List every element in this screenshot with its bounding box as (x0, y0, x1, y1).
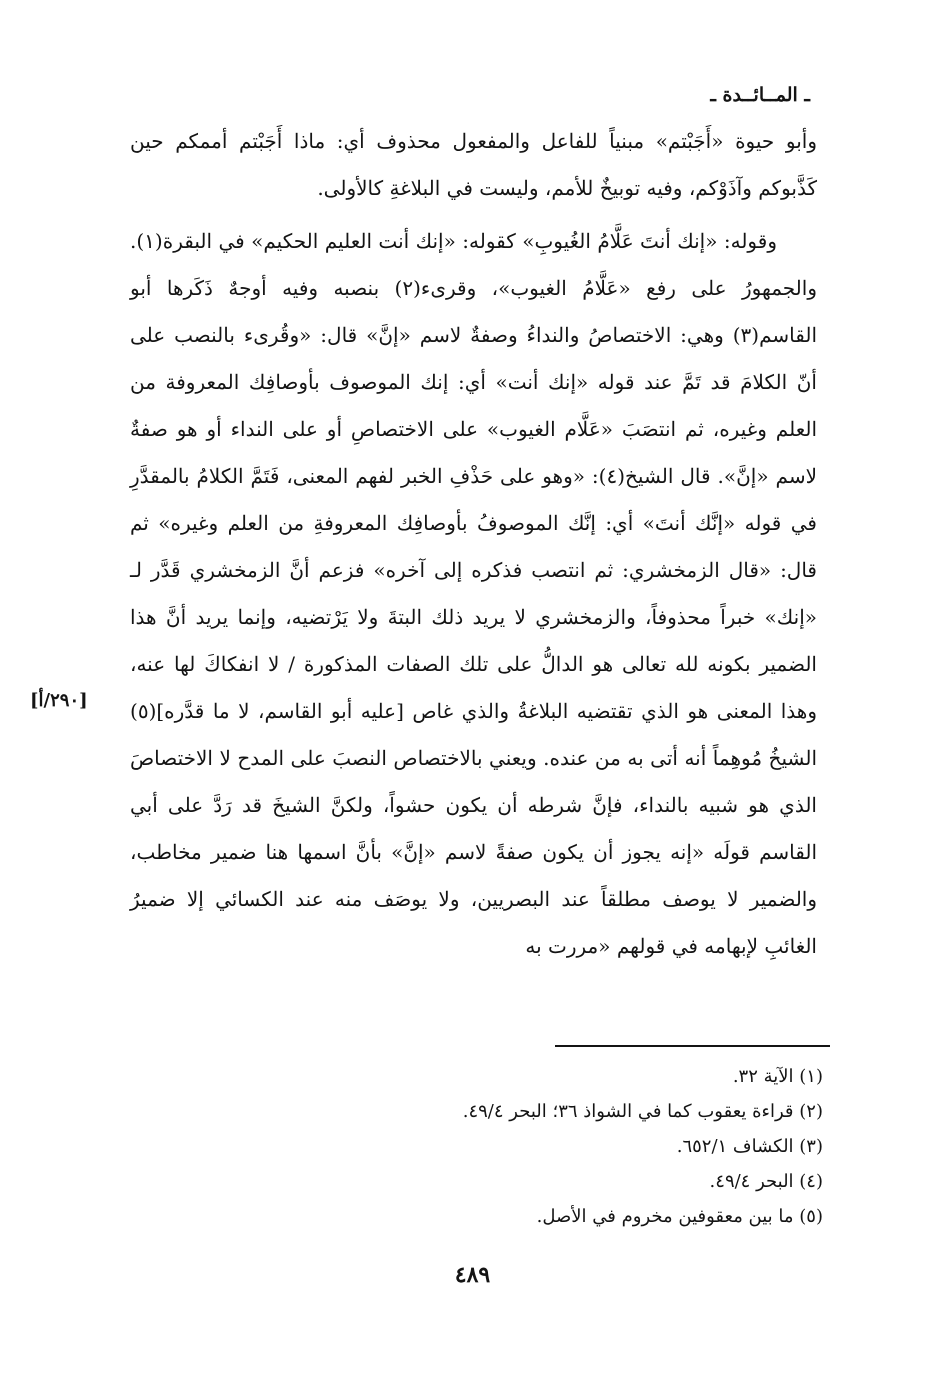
page-number: ٤٨٩ (454, 1262, 491, 1288)
footnote: (٣) الكشاف ٦٥٢/١. (676, 1136, 823, 1157)
paragraph: وأبو حيوة «أَجَبْتم» مبنياً للفاعل والمفعول محذوف أي: ماذا أَجَبْتم أممكم حين كَذَّبوكم وآذَوْكم، وفيه توبيخٌ للأمم، وليست في البلاغةِ كالأولى. (130, 129, 817, 200)
footnote: (١) الآية ٣٢. (732, 1066, 823, 1087)
paragraph: وقوله: «إنك أنتَ عَلَّامُ الغُيوبِ» كقوله: «إنك أنت العليم الحكيم» في البقرة(١). والجمهورُ على رفع «عَلَّامُ الغيوب»، وقرىء(٢) بنصبه وفيه أوجهٌ ذَكَرها أبو القاسم(٣) وهي: الاختصاصُ والنداءُ وصفةٌ لاسم «إنَّ» قال: «وقُرىء بالنصب على أنّ الكلامَ قد تَمَّ عند قوله «إنك أنت» أي: إنك الموصوف بأوصافِك المعروفة من العلم وغيره، ثم انتصَبَ «عَلَّام الغيوب» على الاختصاصِ أو على النداء أو هو صفةٌ لاسم «إنَّ». قال الشيخ(٤): «وهو على حَذْفِ الخبر لفهم المعنى، فَتَمَّ الكلامُ بالمقدَّرِ في قوله «إنَّك أنتَ» أي: إنَّك الموصوفُ بأوصافِك المعروفةِ من العلم وغيره» ثم قال: «قال الزمخشري: ثم انتصب فذكره إلى آخره» فزعم أنَّ الزمخشري قَدَّر لـ «إنك» خبراً محذوفاً، والزمخشري لا يريد ذلك البتةَ ولا يَرْتضيه، وإنما يريد أنَّ هذا الضمير بكونه لله تعالى هو الدالُّ على تلك الصفات المذكورة / لا انفكاكَ لها عنه، وهذا المعنى هو الذي تقتضيه البلاغةُ والذي غاص [عليه أبو القاسم، لا ما قدَّره](٥) الشيخُ مُوهِماً أنه أتى به من عنده. ويعني بالاختصاص النصبَ على المدح لا الاختصاصَ الذي هو شبيه بالنداء، فإنَّ شرطه أن يكون حشواً، ولكنَّ الشيخَ قد رَدَّ على أبي القاسم قولَه «إنه يجوز أن يكون صفةً لاسم «إنَّ» بأنَّ اسمها هنا ضمير مخاطب، والضمير لا يوصف مطلقاً عند البصريين، ولا يوصَف منه عند الكسائي إلا ضميرُ الغائبِ لإبهامه في قولهم «مررت به (130, 229, 818, 958)
footnote: (٤) البحر ٤٩/٤. (709, 1171, 823, 1192)
manuscript-folio-marker: [٢٩٠/أ] (30, 690, 88, 711)
footnote-divider (555, 1045, 830, 1047)
footnote: (٥) ما بين معقوفين مخروم في الأصل. (536, 1206, 823, 1227)
footnotes-list (300, 1062, 823, 1237)
running-header: ـ المــائــدة ـ (710, 84, 810, 106)
main-text (130, 118, 817, 970)
footnote: (٢) قراءة يعقوب كما في الشواذ ٣٦؛ البحر ٤٩/٤. (462, 1101, 823, 1122)
